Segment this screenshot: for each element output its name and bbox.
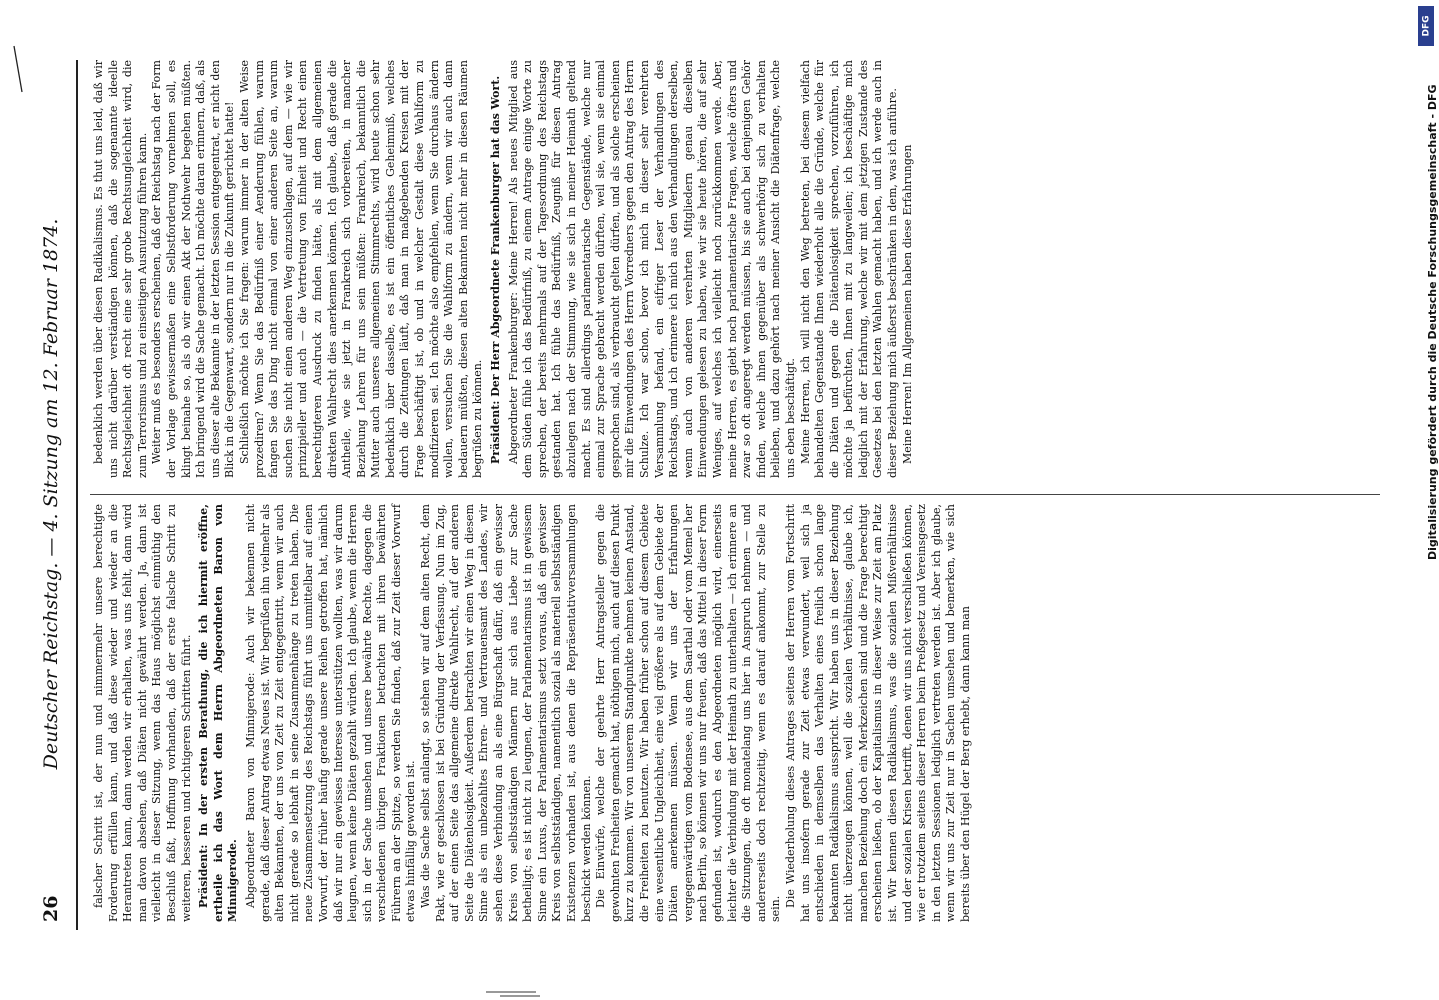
dfg-logo-icon: DFG — [1418, 6, 1434, 46]
right-column — [92, 60, 915, 478]
digitization-notice: Digitalisierung gefördert durch die Deutsche Forschungsgemeinschaft - DFG — [1426, 84, 1439, 560]
paragraph: falscher Schritt ist, der nun und nimmermehr unsere berechtigte Forderung erfüllen kann, und daß diese wieder und wieder an die Herantreten kann, dann werden wir erhalten, was uns fehlt, dann wird man davon absehen, daß Diäten nicht gewährt werden. Ja, dann ist vielleicht in dieser Sitzung, wenn das Haus möglichst einmüthig den Beschluß faßt, Hoffnung vorhanden, daß der erste falsche Schritt zu weiteren, besseren und richtigeren Schritten führt. — [92, 504, 193, 922]
column-divider — [90, 494, 1380, 495]
header-rule — [76, 60, 78, 930]
paragraph: Abgeordneter Baron von Minnigerode: Auch wir bekennen nicht gerade, daß dieser Antrag etwas Neues ist. Wir begrüßen ihn vielmehr als alten Bekannten, der uns von Zeit zu Zeit entgegentritt, wenn wir auch nicht gerade so lebhaft in seine Zusammenhänge zu treten haben. Die neue Zusammensetzung des Reichstags führt uns unmittelbar auf einen Vorwurf, der früher häufig gerade unsere Reihen getroffen hat, nämlich daß wir nur ein gewisses Interesse unterstützen wollten, was wir darum leugnen, wenn keine Diäten gezahlt würden. Ich glaube, wenn die Herren sich in der Sache umsehen und unsere bewährte Rechte, dagegen die verschiedenen übrigen Fraktionen betrachten mit ihren bewährten Führern an der Spitze, so werden Sie finden, daß zur Zeit dieser Vorwurf etwas hinfällig geworden ist. — [243, 504, 418, 922]
paragraph: Weiter muß es besonders erscheinen, daß der Reichstag nach der Form der Vorlage gewissermaßen eine Selbstforderung vornehmen soll, es klingt beinahe so, als ob wir einen Akt der Nothwehr begehen müßten. Ich bringend wird die Sache gemacht. Ich möchte daran erinnern, daß, als uns dieser alte Bekannte in der letzten Session entgegentrat, er nicht den Blick in die Gegenwart, sondern nur in die Zukunft gerichtet hatte! — [150, 60, 237, 478]
paragraph: Was die Sache selbst anlangt, so stehen wir auf dem alten Recht, dem Pakt, wie er geschlossen ist bei Gründung der Verfassung. Nun im Zug, auf der einen Seite das allgemeine direkte Wahlrecht, auf der anderen Seite die Diätenlosigkeit. Außerdem betrachten wir einen Weg in diesem Sinne als ein unbezahltes Ehren- und Vertrauensamt des Landes, wir sehen diese Verbindung an als eine Bürgschaft dafür, daß ein gewisser Kreis von selbstständigen Männern nur sich aus Liebe zur Sache betheiligt; es ist nicht zu leugnen, der Parlamentarismus ist in gewissem Sinne ein Luxus, der Parlamentarismus setzt voraus, daß ein gewisser Kreis von selbstständigen, namentlich sozial als materiell selbstständigen Existenzen vorhanden ist, aus denen die Repräsentativversammlungen beschickt werden können. — [419, 504, 593, 922]
paragraph: Präsident: In der ersten Berathung, die ich hiermit eröffne, ertheile ich das Wort dem Herrn Abgeordneten Baron von Minnigerode. — [197, 504, 240, 922]
paragraph: Die Einwürfe, welche der geehrte Herr Antragsteller gegen die gewohnten Freiheiten gemacht hat, nöthigen mich, auch auf diesen Punkt kurz zu kommen. Wir von unserem Standpunkte nehmen keinen Anstand, die Freiheiten zu benutzen. Wir haben früher schon auf diesem Gebiete eine wesentliche Ungleichheit, eine viel größere als auf dem Gebiete der Diäten anerkennen müssen. Wenn wir uns der Erfahrungen vergegenwärtigen vom Bodensee, aus dem Saarthal oder vom Memel her nach Berlin, so können wir uns nur freuen, daß das Mittel in dieser Form gefunden ist, wodurch es den Abgeordneten möglich wird, einerseits leichter die Verbindung mit der Heimath zu unterhalten — ich erinnere an die Sitzungen, die oft monatelang uns hier in Anspruch nehmen — und andererseits doch rechtzeitig, wenn es darauf ankommt, zur Stelle zu sein. — [594, 504, 783, 922]
paragraph: Präsident: Der Herr Abgeordnete Frankenburger hat das Wort. — [489, 75, 503, 464]
left-column — [92, 504, 974, 922]
paragraph: Meine Herren, ich will nicht den Weg betreten, bei diesem vielfach behandelten Gegenstande Ihnen wiederholt alle die Gründe, welche für die Diäten und gegen die Diätenlosigkeit sprechen, vorzuführen, ich möchte ja befürchten, Ihnen mit zu langweilen; ich beschäftige mich lediglich mit der Erfahrung, welche wir mit dem jetzigen Zustande des Gesetzes bei den letzten Wahlen gemacht haben, und ich werde auch in dieser Beziehung mich äußerst beschränken in dem, was ich anführe. — [798, 60, 900, 478]
page-number: 26 — [40, 895, 62, 922]
paragraph: bedenklich werden über diesen Radikalismus. Es thut uns leid, daß wir uns nicht darüber verständigen können, daß die sogenannte ideelle Rechtsgleichheit oft recht eine sehr grobe Rechtsungleichheit wird, die zum Terrorismus und zu einseitigen Ausnutzung führen kann. — [92, 60, 149, 478]
page-header — [36, 66, 70, 922]
paragraph: Schließlich möchte ich Sie fragen: warum immer in der alten Weise prozediren? Wenn Sie das Bedürfniß einer Aenderung fühlen, warum fangen Sie das Ding nicht einmal von einer anderen Seite an, warum suchen Sie nicht einen anderen Weg einzuschlagen, auf dem — wie wir prinzipieller und auch — die Vertretung von Einheit und Recht einen berechtigteren Ausdruck zu finden hätte, als mit dem allgemeinen direkten Wahlrecht dies anerkennen können. Ich glaube, daß gerade die Antheile, wie sie jetzt in Frankreich sich vorbereiten, in mancher Beziehung Lehren für uns sein müßten: Frankreich, bekanntlich die Mutter auch unseres allgemeinen Stimmrechts, wird heute schon sehr bedenklich über dasselbe, es ist ein öffentliches Geheimniß, welches durch die Zeitungen läuft, daß man in maßgebenden Kreisen mit der Frage beschäftigt ist, ob und in welcher Gestalt diese Wahlform zu modifizieren sei. Ich möchte also empfehlen, wenn Sie durchaus ändern wollen, versuchen Sie die Wahlform zu ändern, wenn wir auch dann bedauern müßten, diesen alten Bekannten nicht mehr in diesen Räumen begrüßen zu können. — [237, 60, 485, 478]
paragraph: Meine Herren! Im Allgemeinen haben diese Erfahrungen — [900, 144, 914, 464]
paragraph: Die Wiederholung dieses Antrages seitens der Herren vom Fortschritt hat uns insofern gerade zur Zeit etwas verwundert, weil sich ja entschieden in demselben das Verhalten eines freilich schon lange bekannten Radikalismus ausspricht. Wir haben uns in dieser Beziehung nicht überzeugen können, weil die sozialen Verhältnisse, glaube ich, manchen Beziehung doch ein Merkzeichen sind und die Frage berechtigt erscheinen ließen, ob der Kapitalismus in dieser Weise zur Zeit am Platz ist. Wir kennen diesen Radikalismus, was die sozialen Mißverhältnisse und der sozialen Krisen betrifft, denen wir uns nicht verschließen können, wie er trotzdem seitens dieser Herren beim Preßgesetz und Vereinsgesetz in den letzten Sessionen lediglich vertreten werden ist. Aber ich glaube, wenn wir uns zur Zeit nur in Sachen umsehen und bemerken, wie sich bereits über den Hügel der Berg erhebt, dann kann man — [783, 504, 973, 922]
page-title: Deutscher Reichstag. — 4. Sitzung am 12. Februar 1874. — [40, 218, 62, 770]
paragraph: Abgeordneter Frankenburger: Meine Herren! Als neues Mitglied aus dem Süden fühle ich das Bedürfniß, zu einem Antrage einige Worte zu sprechen, der bereits mehrmals auf der Tagesordnung des Reichstags gestanden hat. Ich fühle das Bedürfniß, Zeugniß für diesen Antrag abzulegen nach der Stimmung, wie sie sich in meiner Heimath geltend macht. Es sind allerdings parlamentarische Gegenstände, welche nur einmal zur Sprache gebracht werden dürften, weil sie, wenn sie einmal gesprochen sind, als verbraucht gelten dürfen, und als solche erscheinen mir die Einwendungen des Herrn Vorredners gegen den Antrag des Herrn Schulze. Ich war schon, bevor ich mich in dieser sehr verehrten Versammlung befand, ein eifriger Leser der Verhandlungen des Reichstags, und ich erinnere ich mich aus den Verhandlungen derselben, wenn auch von anderen verehrten Mitgliedern genau dieselben Einwendungen gelesen zu haben, wie wir sie heute hören, die auf sehr Weniges, auf welches ich vielleicht noch zurückkommen werde. Aber, meine Herren, es giebt noch parlamentarische Fragen, welche öfters und zwar so oft angeregt werden müssen, bis sie auch bei denjenigen Gehör finden, welche ihnen gegenüber als schwerhörig sich zu verhalten belieben, und dazu gehört nach meiner Ansicht die Diätenfrage, welche uns eben beschäftigt. — [506, 60, 797, 478]
